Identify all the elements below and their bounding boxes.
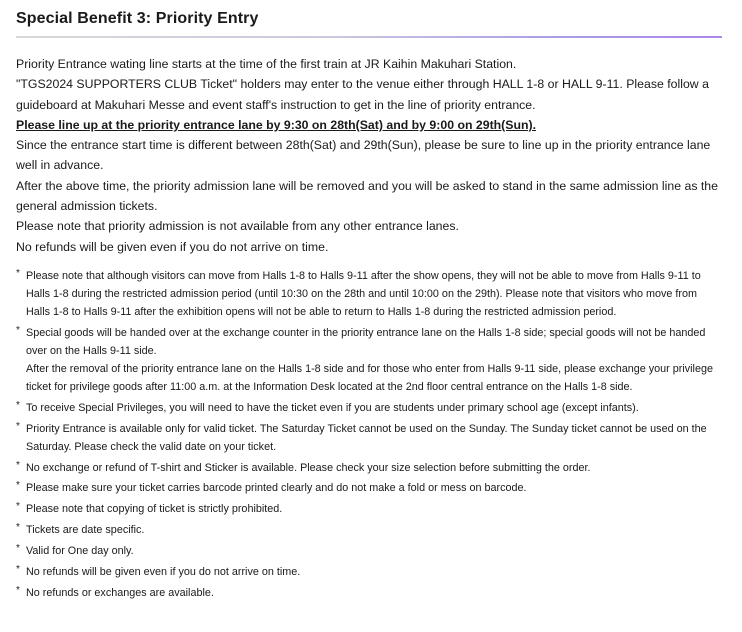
note-text: Special goods will be handed over at the exchange counter in the priority entrance lane on the Halls 1-8 side; special goods will not be handed over on the Halls 9-11 side. (26, 326, 706, 357)
body-line-lane-removed: After the above time, the priority admission lane will be removed and you will be asked to stand in the same admission line as the general admission tickets. (16, 178, 718, 214)
note-item (16, 324, 722, 396)
body-line-start-time: Since the entrance start time is different between 28th(Sat) and 29th(Sun), please be sure to line up in the priority entrance lane well in advance. (16, 138, 711, 173)
asterisk-bullet-icon: * (16, 584, 20, 596)
note-text-continued: After the removal of the priority entrance lane on the Halls 1-8 side and for those who enter from Halls 9-11 side, please exchange your privilege ticket for privilege goods after 11:00 a.m. at the Information Desk located at the 2nd floor central entrance on the Halls 1-8 side. (26, 362, 713, 393)
title-divider (16, 36, 722, 38)
asterisk-bullet-icon: * (16, 324, 20, 336)
section-title: Special Benefit 3: Priority Entry (16, 10, 259, 27)
asterisk-bullet-icon: * (16, 501, 20, 513)
note-item (16, 479, 722, 497)
note-item (16, 459, 722, 477)
asterisk-bullet-icon: * (16, 480, 20, 492)
note-text: Please make sure your ticket carries barcode printed clearly and do not make a fold or mess on barcode. (26, 482, 527, 495)
note-text: Please note that although visitors can move from Halls 1-8 to Halls 9-11 after the show opens, they will not be able to move from Halls 9-11 to Halls 1-8 during the restricted admission period (until 10:30 on the 28th and until 10:00 on the 29th). Please note that visitors who move from Halls 1-8 to Halls 9-11 after the exhibition opens will not be able to return to Halls 1-8 during the restricted admission period. (26, 269, 701, 318)
note-text: No refunds will be given even if you do not arrive on time. (26, 565, 301, 578)
note-text: No exchange or refund of T-shirt and Sticker is available. Please check your size selection before submitting the order. (26, 461, 591, 474)
note-text: No refunds or exchanges are available. (26, 586, 214, 599)
note-item (16, 521, 722, 539)
note-item (16, 542, 722, 560)
body-line-first-train: Priority Entrance wating line starts at the time of the first train at JR Kaihin Makuhari Station. (16, 57, 517, 71)
body-line-halls: "TGS2024 SUPPORTERS CLUB Ticket" holders may enter to the venue either through HALL 1-8 or HALL 9-11. Please follow a guideboard at Makuhari Messe and event staff's instruction to get in the line of priority entrance. (16, 77, 709, 112)
note-item (16, 584, 722, 602)
note-item (16, 500, 722, 518)
note-text: Please note that copying of ticket is strictly prohibited. (26, 503, 283, 516)
body-line-deadline-emphasis: Please line up at the priority entrance lane by 9:30 on 28th(Sat) and by 9:00 on 29th(Sun). (16, 117, 537, 132)
body-line-no-refunds: No refunds will be given even if you do not arrive on time. (16, 239, 329, 254)
note-item (16, 399, 722, 417)
note-text: Tickets are date specific. (26, 524, 145, 537)
asterisk-bullet-icon: * (16, 522, 20, 534)
asterisk-bullet-icon: * (16, 267, 20, 279)
body-text (16, 54, 722, 257)
note-text: Priority Entrance is available only for valid ticket. The Saturday Ticket cannot be used on the Sunday. The Sunday ticket cannot be used on the Saturday. Please check the valid date on your ticket. (26, 422, 707, 453)
asterisk-bullet-icon: * (16, 543, 20, 555)
note-item (16, 420, 722, 456)
asterisk-bullet-icon: * (16, 563, 20, 575)
asterisk-bullet-icon: * (16, 459, 20, 471)
asterisk-bullet-icon: * (16, 399, 20, 411)
note-item (16, 267, 722, 321)
note-text: Valid for One day only. (26, 545, 134, 558)
body-line-other-lanes: Please note that priority admission is not available from any other entrance lanes. (16, 219, 459, 234)
note-text: To receive Special Privileges, you will need to have the ticket even if you are students under primary school age (except infants). (26, 401, 639, 414)
asterisk-bullet-icon: * (16, 420, 20, 432)
note-item (16, 563, 722, 581)
notes-list (16, 267, 722, 602)
